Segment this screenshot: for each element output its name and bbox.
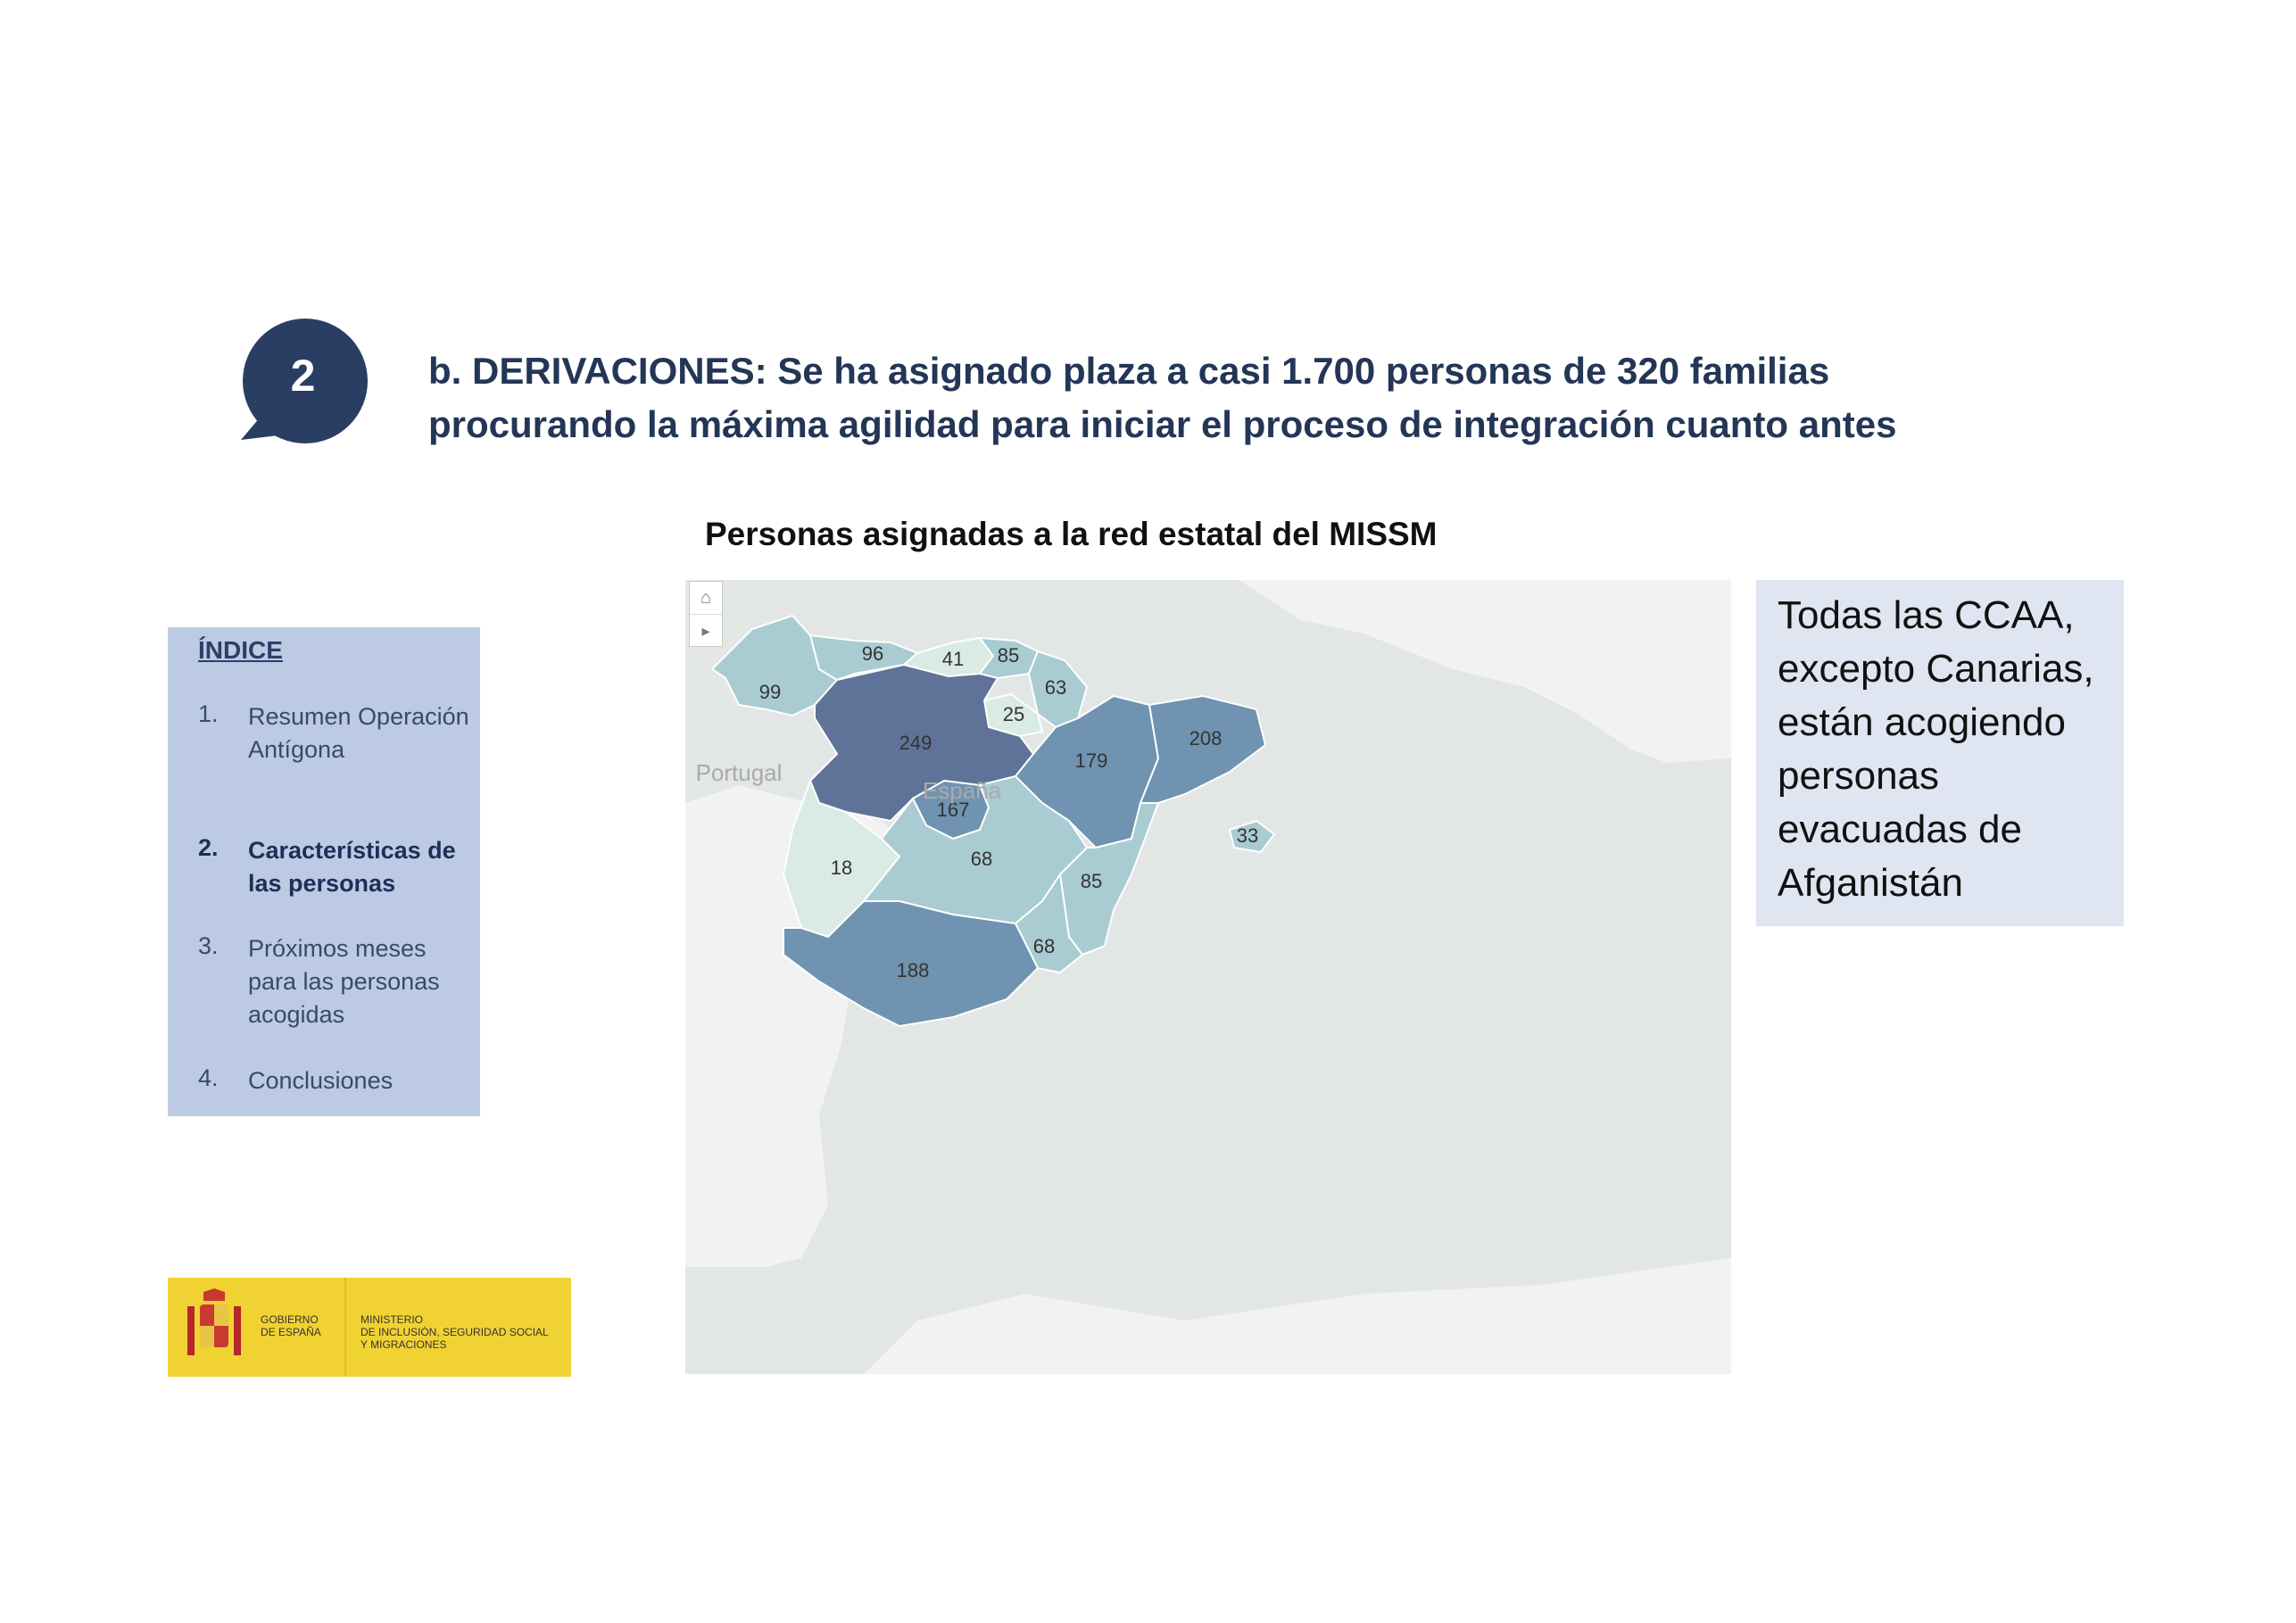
label-castilla-la-mancha: 68 xyxy=(970,848,993,870)
index-item-1-num: 1. xyxy=(198,700,219,727)
index-item-3[interactable]: Próximos meses para las personas acogidas xyxy=(248,935,440,1028)
label-comunidad-valenciana: 85 xyxy=(1080,870,1103,892)
label-islas-baleares: 33 xyxy=(1236,824,1259,847)
government-logo xyxy=(168,1278,571,1377)
ministry-line-3: Y MIGRACIONES xyxy=(361,1338,447,1351)
label-cantabria: 41 xyxy=(941,648,965,670)
label-aragon: 179 xyxy=(1074,749,1108,772)
ministry-line-2: DE INCLUSIÓN, SEGURIDAD SOCIAL xyxy=(361,1326,549,1338)
coat-of-arms-icon xyxy=(184,1288,245,1365)
label-castilla-y-leon: 249 xyxy=(899,732,932,754)
index-item-2[interactable]: Características de las personas xyxy=(248,837,456,897)
index-item-4-num: 4. xyxy=(198,1064,219,1091)
index-item-3-num: 3. xyxy=(198,932,219,959)
headline-line-1: b. DERIVACIONES: Se ha asignado plaza a casi 1.700 personas de 320 familias xyxy=(428,350,1830,392)
gov-line-2: DE ESPAÑA xyxy=(261,1326,321,1338)
index-item-4[interactable]: Conclusiones xyxy=(248,1067,394,1094)
label-murcia: 68 xyxy=(1032,935,1056,957)
index-item-2-num: 2. xyxy=(198,834,219,861)
label-la-rioja: 25 xyxy=(1002,703,1025,725)
label-espana: España xyxy=(922,777,1002,804)
label-madrid: 167 xyxy=(936,799,970,821)
label-asturias: 96 xyxy=(861,642,884,665)
headline xyxy=(428,344,2124,451)
gov-line-1: GOBIERNO xyxy=(261,1313,319,1326)
label-navarra: 63 xyxy=(1044,676,1067,699)
slide-number: 2 xyxy=(290,351,316,401)
label-cataluna: 208 xyxy=(1189,727,1223,749)
ministry-line-1: MINISTERIO xyxy=(361,1313,424,1326)
headline-line-2: procurando la máxima agilidad para iniciar el proceso de integración cuanto antes xyxy=(428,403,1897,445)
label-extremadura: 18 xyxy=(830,857,853,879)
map-controls xyxy=(689,581,723,647)
expand-arrow-icon[interactable]: ▸ xyxy=(690,614,722,647)
label-portugal: Portugal xyxy=(695,759,783,786)
index-item-1[interactable]: Resumen Operación Antígona xyxy=(248,703,469,763)
note-text: Todas las CCAA, excepto Canarias, están acogiendo personas evacuadas de Afganistán xyxy=(1778,593,2094,905)
spain-choropleth-map[interactable] xyxy=(685,580,1731,1374)
home-icon[interactable]: ⌂ xyxy=(700,588,712,608)
index-title: ÍNDICE xyxy=(198,636,283,664)
map-subtitle: Personas asignadas a la red estatal del MISSM xyxy=(705,516,1438,552)
label-andalucia: 188 xyxy=(896,959,930,981)
label-pais-vasco: 85 xyxy=(997,644,1020,667)
label-galicia: 99 xyxy=(758,681,782,703)
